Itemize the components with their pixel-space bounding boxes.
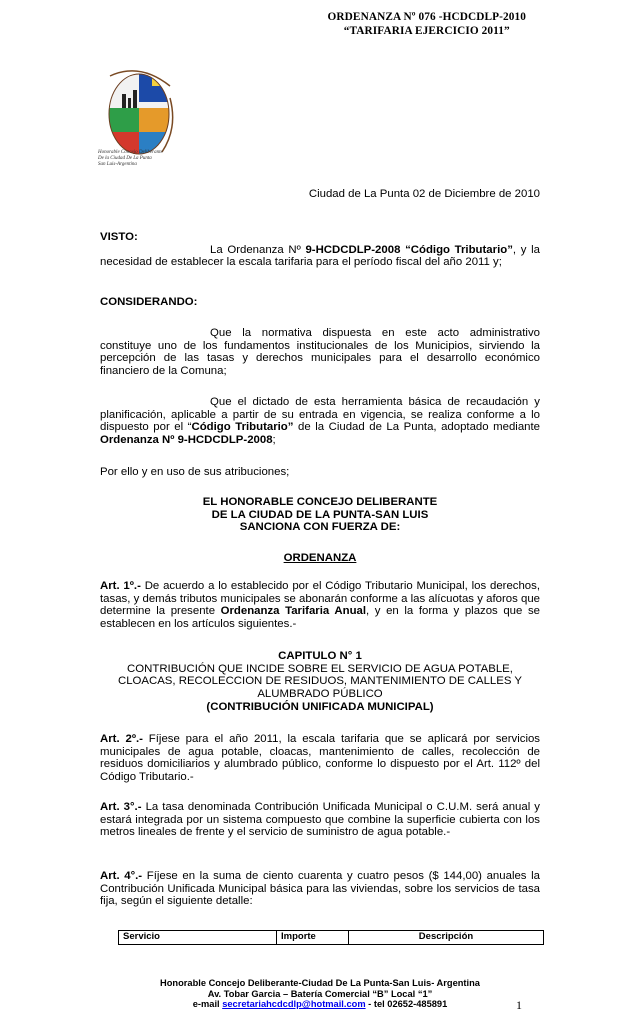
header-subtitle: “TARIFARIA EJERCICIO 2011”: [343, 25, 510, 37]
sanciona-block: EL HONORABLE CONCEJO DELIBERANTE DE LA CIUDAD DE LA PUNTA-SAN LUIS SANCIONA CON FUERZA DE:: [202, 496, 438, 534]
visto-paragraph: La Ordenanza Nº 9-HCDCDLP-2008 “Código Tributario”, y la necesidad de establecer la escala tarifaria para el período fiscal del año 2011 y;: [100, 243, 540, 269]
email-link[interactable]: secretariahcdcdlp@hotmail.com: [222, 999, 366, 1009]
page-number: 1: [516, 998, 522, 1012]
considerando-paragraph-2: Que el dictado de esta herramienta básica de recaudación y planificación, aplicable a partir de su entrada en vigencia, se realiza conforme a lo dispuesto por el “Código Tributario” de la Ciudad de La Punta, adoptado mediante Ordenanza Nº 9-HCDCDLP-2008;: [100, 396, 540, 447]
considerando-heading: CONSIDERANDO:: [100, 296, 198, 308]
services-table-header: [118, 930, 544, 945]
visto-heading: VISTO:: [100, 231, 138, 243]
page-footer: Honorable Concejo Deliberante-Ciudad De La Punta-San Luis- Argentina Av. Tobar Garcia – Batería Comercial “B” Local “1” e-mail secretariahcdcdlp@hotmail.com - tel 02652-485891: [160, 978, 480, 1009]
article-4: Art. 4°.- Fíjese en la suma de ciento cuarenta y cuatro pesos ($ 144,00) anuales la Contribución Unificada Municipal básica para las viviendas, sobre los servicios de tasa fija, según el siguiente detalle:: [100, 870, 540, 908]
document-header: [328, 10, 526, 38]
article-3: Art. 3°.- La tasa denominada Contribución Unificada Municipal o C.U.M. será anual y estará integrada por un sistema compuesto que combine la superficie cubierta con los metros lineales de frente y el servicio de suministro de agua potable.-: [100, 801, 540, 839]
considerando-paragraph-1: Que la normativa dispuesta en este acto administrativo constituye uno de los fundamentos institucionales de los Municipios, sirviendo la percepción de las tasas y derechos municipales para el desarrollo económico financiero de la Comuna;: [100, 327, 540, 378]
table-header-importe: Importe: [277, 931, 349, 944]
chapter-title: CAPITULO N° 1: [278, 650, 362, 662]
table-header-servicio: Servicio: [119, 931, 277, 944]
date-line: Ciudad de La Punta 02 de Diciembre de 2010: [308, 188, 540, 200]
header-ordinance-number: ORDENANZA Nº 076 -HCDCDLP-2010: [327, 11, 526, 23]
article-1: Art. 1º.- De acuerdo a lo establecido por el Código Tributario Municipal, los derechos, tasas, y demás tributos municipales se abonarán conforme a las alícuotas y aforos que determine la presente Ordenanza Tarifaria Anual, y en la forma y plazos que se establecen en los artículos siguientes.-: [100, 580, 541, 631]
considerando-section: [100, 296, 540, 309]
table-header-descripcion: Descripción: [418, 931, 474, 942]
visto-section: [100, 231, 540, 269]
considerando-paragraph-3: Por ello y en uso de sus atribuciones;: [100, 466, 290, 478]
chapter-heading: CAPITULO N° 1 CONTRIBUCIÓN QUE INCIDE SOBRE EL SERVICIO DE AGUA POTABLE, CLOACAS, RECOLECCION DE RESIDUOS, MANTENIMIENTO DE CALLES Y ALUMBRADO PÚBLICO (CONTRIBUCIÓN UNIFICADA MUNICIPAL): [100, 650, 540, 714]
ordinance-title: ORDENANZA: [283, 552, 357, 564]
article-2: Art. 2º.- Fíjese para el año 2011, la escala tarifaria que se aplicará por servicios municipales de agua potable, cloacas, mantenimiento de calles, recolección de residuos domiciliarios y alumbrado público, conforme lo dispuesto por el Art. 112º del Código Tributario.-: [100, 733, 541, 784]
logo-caption: Honorable Concejo Deliberante De la Ciudad De La Punta San Luis-Argentina: [98, 150, 163, 167]
